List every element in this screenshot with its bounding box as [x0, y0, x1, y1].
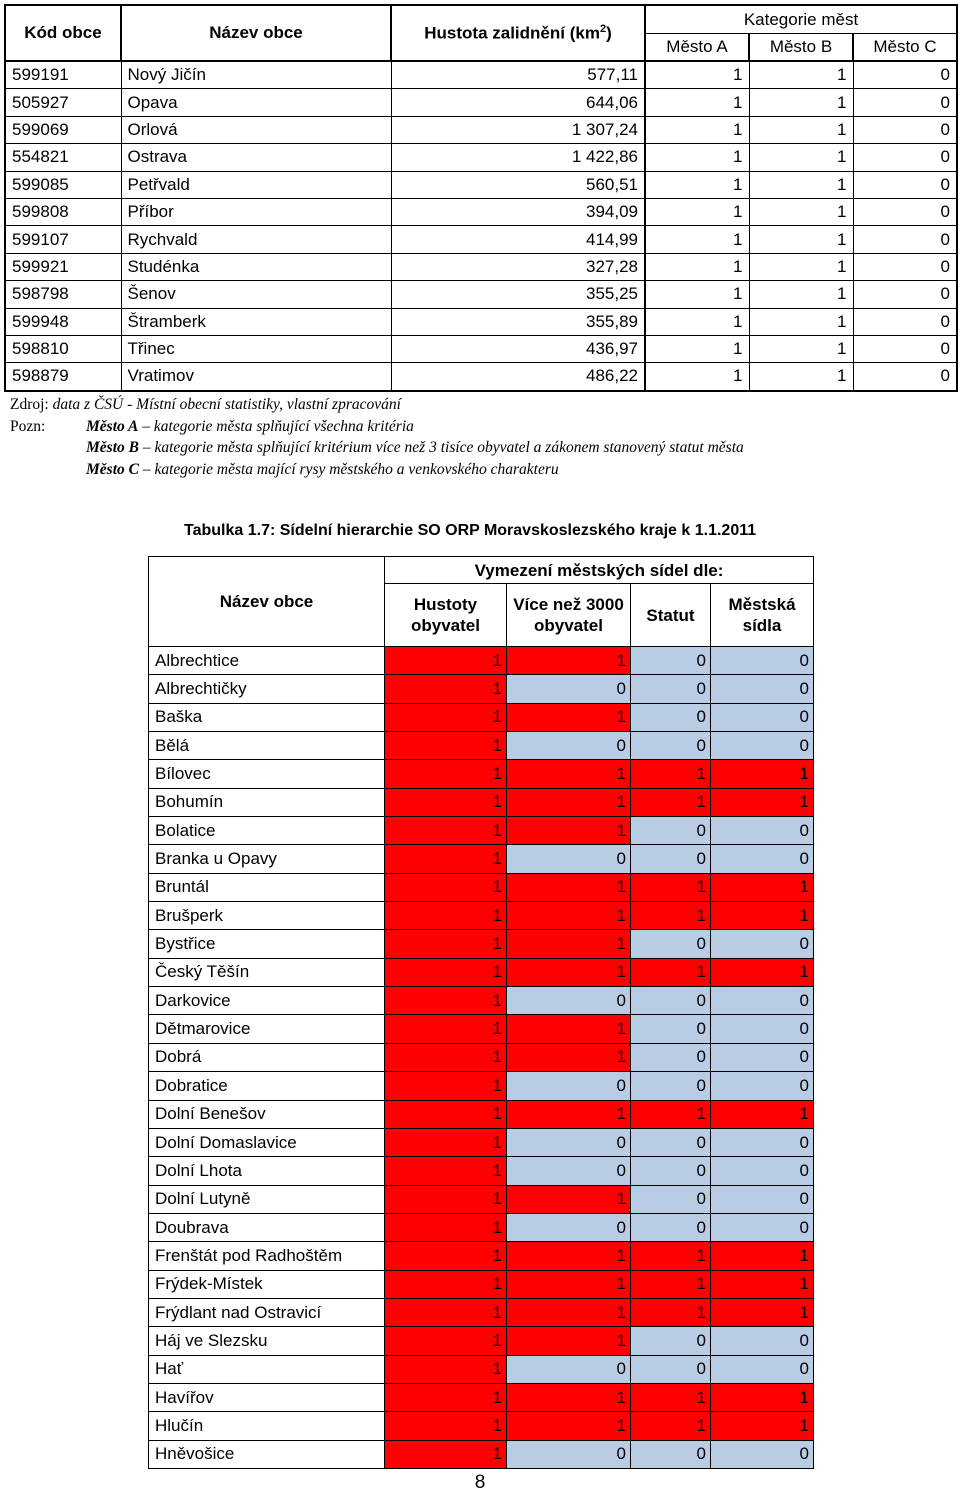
- table-row: [149, 1298, 814, 1326]
- table-row: [5, 144, 957, 171]
- cell-statut: 1: [631, 958, 711, 986]
- cell-mestska-sidla: 0: [711, 1355, 814, 1383]
- cell-hustoty: 1: [385, 845, 507, 873]
- cell-mestska-sidla: 0: [711, 817, 814, 845]
- cell-nazev: Štramberk: [121, 308, 391, 335]
- cell-statut: 0: [631, 987, 711, 1015]
- header-mestska-sidla: Městská sídla: [711, 584, 814, 647]
- cell-statut: 1: [631, 1242, 711, 1270]
- cell-statut: 0: [631, 817, 711, 845]
- cell-nazev: Rychvald: [121, 226, 391, 253]
- cell-statut: 0: [631, 1043, 711, 1071]
- cell-statut: 1: [631, 1412, 711, 1440]
- cell-mesto-b: 1: [749, 89, 853, 116]
- cell-nazev: Ostrava: [121, 144, 391, 171]
- cell-statut: 0: [631, 732, 711, 760]
- cell-obec: Český Těšín: [149, 958, 385, 986]
- header-mesto-a: Město A: [645, 34, 749, 62]
- cell-mestska-sidla: 1: [711, 760, 814, 788]
- cell-hustota: 414,99: [391, 226, 645, 253]
- cell-statut: 0: [631, 703, 711, 731]
- cell-mesto-c: 0: [853, 308, 957, 335]
- cell-obec: Dětmarovice: [149, 1015, 385, 1043]
- cell-vice-nez: 1: [507, 1270, 631, 1298]
- cell-mesto-a: 1: [645, 89, 749, 116]
- cell-mestska-sidla: 0: [711, 1440, 814, 1468]
- cell-vice-nez: 1: [507, 1242, 631, 1270]
- note-c-term: Město C: [86, 460, 139, 478]
- cell-obec: Havířov: [149, 1383, 385, 1411]
- cell-mesto-b: 1: [749, 335, 853, 362]
- header-hustota-text: Hustota zalidnění (km: [424, 23, 600, 43]
- cell-mesto-b: 1: [749, 363, 853, 391]
- table-row: [5, 171, 957, 198]
- cell-vice-nez: 0: [507, 1157, 631, 1185]
- cell-hustoty: 1: [385, 1440, 507, 1468]
- cell-obec: Bohumín: [149, 788, 385, 816]
- cell-kod: 598879: [5, 363, 121, 391]
- cell-mesto-a: 1: [645, 253, 749, 280]
- cell-hustoty: 1: [385, 930, 507, 958]
- cell-obec: Hněvošice: [149, 1440, 385, 1468]
- cell-statut: 0: [631, 1015, 711, 1043]
- cell-hustoty: 1: [385, 1072, 507, 1100]
- cell-hustota: 436,97: [391, 335, 645, 362]
- table-row: [149, 760, 814, 788]
- cell-mesto-b: 1: [749, 281, 853, 308]
- table-row: [149, 788, 814, 816]
- note-c-def: – kategorie města mající rysy městského a venkovského charakteru: [138, 460, 559, 478]
- cell-hustoty: 1: [385, 1185, 507, 1213]
- cell-hustoty: 1: [385, 1213, 507, 1241]
- cell-kod: 599069: [5, 116, 121, 143]
- cell-vice-nez: 1: [507, 902, 631, 930]
- cell-statut: 1: [631, 1383, 711, 1411]
- cell-hustoty: 1: [385, 675, 507, 703]
- cell-nazev: Nový Jičín: [121, 61, 391, 89]
- cell-mestska-sidla: 0: [711, 732, 814, 760]
- cell-vice-nez: 1: [507, 760, 631, 788]
- note-a-term: Město A: [86, 417, 139, 435]
- cell-mestska-sidla: 0: [711, 703, 814, 731]
- cell-hustoty: 1: [385, 1298, 507, 1326]
- header-kategorie: Kategorie měst: [645, 5, 957, 34]
- cell-vice-nez: 0: [507, 987, 631, 1015]
- cell-nazev: Opava: [121, 89, 391, 116]
- cell-obec: Bělá: [149, 732, 385, 760]
- cell-kod: 599085: [5, 171, 121, 198]
- cell-kod: 598810: [5, 335, 121, 362]
- header-hustoty: Hustoty obyvatel: [385, 584, 507, 647]
- cell-mestska-sidla: 1: [711, 902, 814, 930]
- table-row: [149, 1355, 814, 1383]
- cell-hustota: 644,06: [391, 89, 645, 116]
- cell-obec: Darkovice: [149, 987, 385, 1015]
- cell-statut: 0: [631, 1128, 711, 1156]
- cell-statut: 0: [631, 1072, 711, 1100]
- cell-mesto-b: 1: [749, 308, 853, 335]
- cell-vice-nez: 1: [507, 930, 631, 958]
- cell-kod: 505927: [5, 89, 121, 116]
- cell-mestska-sidla: 1: [711, 1412, 814, 1440]
- cell-statut: 1: [631, 902, 711, 930]
- note-c-line: [10, 459, 950, 481]
- header-nazev-obce: Název obce: [149, 557, 385, 647]
- cell-hustoty: 1: [385, 987, 507, 1015]
- cell-hustota: 394,09: [391, 198, 645, 225]
- cell-mestska-sidla: 0: [711, 1185, 814, 1213]
- cell-nazev: Vratimov: [121, 363, 391, 391]
- cell-hustoty: 1: [385, 1412, 507, 1440]
- cell-hustoty: 1: [385, 760, 507, 788]
- cell-hustoty: 1: [385, 902, 507, 930]
- cell-mesto-b: 1: [749, 171, 853, 198]
- cell-mestska-sidla: 0: [711, 1072, 814, 1100]
- cell-mestska-sidla: 0: [711, 1213, 814, 1241]
- cell-mestska-sidla: 0: [711, 1015, 814, 1043]
- source-line: [10, 394, 950, 416]
- cell-vice-nez: 1: [507, 958, 631, 986]
- cell-statut: 0: [631, 845, 711, 873]
- cell-nazev: Petřvald: [121, 171, 391, 198]
- cell-vice-nez: 1: [507, 873, 631, 901]
- cell-mesto-c: 0: [853, 253, 957, 280]
- cell-mestska-sidla: 0: [711, 987, 814, 1015]
- cell-statut: 1: [631, 1270, 711, 1298]
- cell-nazev: Šenov: [121, 281, 391, 308]
- cell-statut: 1: [631, 760, 711, 788]
- cell-obec: Dolní Domaslavice: [149, 1128, 385, 1156]
- table-row: [149, 1270, 814, 1298]
- cell-mesto-c: 0: [853, 281, 957, 308]
- cell-hustoty: 1: [385, 1015, 507, 1043]
- cell-nazev: Studénka: [121, 253, 391, 280]
- cell-statut: 1: [631, 1100, 711, 1128]
- cell-obec: Bruntál: [149, 873, 385, 901]
- table-row: [149, 987, 814, 1015]
- cell-vice-nez: 0: [507, 732, 631, 760]
- note-b-term: Město B: [86, 439, 139, 456]
- cell-mestska-sidla: 0: [711, 1157, 814, 1185]
- cell-statut: 0: [631, 647, 711, 675]
- table-row: [149, 930, 814, 958]
- table-row: [149, 902, 814, 930]
- header-mesto-b: Město B: [749, 34, 853, 62]
- cell-hustota: 486,22: [391, 363, 645, 391]
- notes: [10, 394, 950, 480]
- cell-statut: 1: [631, 1298, 711, 1326]
- cell-hustoty: 1: [385, 1242, 507, 1270]
- table-row: [149, 1100, 814, 1128]
- cell-mesto-a: 1: [645, 116, 749, 143]
- cell-obec: Brušperk: [149, 902, 385, 930]
- cell-statut: 1: [631, 873, 711, 901]
- cell-vice-nez: 0: [507, 845, 631, 873]
- cell-mestska-sidla: 0: [711, 647, 814, 675]
- table-row: [149, 1412, 814, 1440]
- cell-mesto-a: 1: [645, 198, 749, 225]
- cell-mestska-sidla: 1: [711, 1242, 814, 1270]
- cell-vice-nez: 1: [507, 647, 631, 675]
- cell-obec: Branka u Opavy: [149, 845, 385, 873]
- table-caption: Tabulka 1.7: Sídelní hierarchie SO ORP Moravskoslezského kraje k 1.1.2011: [184, 522, 757, 539]
- cell-obec: Bolatice: [149, 817, 385, 845]
- table-row: [149, 732, 814, 760]
- table-row: [149, 1327, 814, 1355]
- cell-mestska-sidla: 0: [711, 845, 814, 873]
- cell-statut: 0: [631, 1327, 711, 1355]
- cell-mesto-c: 0: [853, 61, 957, 89]
- cell-obec: Albrechtice: [149, 647, 385, 675]
- cell-statut: 0: [631, 1355, 711, 1383]
- header-hustota-close: ): [606, 23, 612, 43]
- cell-hustoty: 1: [385, 1355, 507, 1383]
- table-row: [5, 363, 957, 391]
- cell-statut: 0: [631, 675, 711, 703]
- cell-hustoty: 1: [385, 1383, 507, 1411]
- cell-kod: 599808: [5, 198, 121, 225]
- cell-mestska-sidla: 1: [711, 788, 814, 816]
- cell-hustoty: 1: [385, 1327, 507, 1355]
- source-text: data z ČSÚ - Místní obecní statistiky, vlastní zpracování: [52, 396, 401, 413]
- cell-statut: 0: [631, 930, 711, 958]
- table-row: [149, 1015, 814, 1043]
- cell-obec: Dobrá: [149, 1043, 385, 1071]
- cell-mesto-a: 1: [645, 308, 749, 335]
- cell-mestska-sidla: 1: [711, 958, 814, 986]
- cell-obec: Frýdlant nad Ostravicí: [149, 1298, 385, 1326]
- cell-obec: Baška: [149, 703, 385, 731]
- table-row: [149, 1440, 814, 1468]
- table-row: [149, 647, 814, 675]
- cell-kod: 599948: [5, 308, 121, 335]
- cell-mestska-sidla: 0: [711, 1128, 814, 1156]
- cell-kod: 599191: [5, 61, 121, 89]
- pozn-label: Pozn:: [10, 417, 46, 435]
- cell-obec: Dobratice: [149, 1072, 385, 1100]
- cell-hustoty: 1: [385, 788, 507, 816]
- cell-obec: Bílovec: [149, 760, 385, 788]
- cell-mestska-sidla: 0: [711, 1043, 814, 1071]
- cell-mestska-sidla: 1: [711, 1100, 814, 1128]
- table-row: [5, 335, 957, 362]
- cell-mesto-a: 1: [645, 144, 749, 171]
- cell-nazev: Orlová: [121, 116, 391, 143]
- cell-statut: 0: [631, 1440, 711, 1468]
- cell-mesto-b: 1: [749, 226, 853, 253]
- cell-mesto-c: 0: [853, 226, 957, 253]
- header-mesto-c: Město C: [853, 34, 957, 62]
- cell-obec: Dolní Benešov: [149, 1100, 385, 1128]
- cell-mestska-sidla: 1: [711, 1383, 814, 1411]
- table-row: [149, 1213, 814, 1241]
- header-vice-nez: Více než 3000 obyvatel: [507, 584, 631, 647]
- cell-kod: 599107: [5, 226, 121, 253]
- cell-obec: Bystřice: [149, 930, 385, 958]
- cell-mestska-sidla: 1: [711, 873, 814, 901]
- cell-hustota: 560,51: [391, 171, 645, 198]
- table-row: [149, 1242, 814, 1270]
- cell-mesto-a: 1: [645, 363, 749, 391]
- cell-mesto-b: 1: [749, 144, 853, 171]
- cell-mesto-c: 0: [853, 116, 957, 143]
- cell-obec: Dolní Lutyně: [149, 1185, 385, 1213]
- cell-obec: Háj ve Slezsku: [149, 1327, 385, 1355]
- cell-mestska-sidla: 0: [711, 675, 814, 703]
- table-row: [5, 226, 957, 253]
- cell-obec: Hlučín: [149, 1412, 385, 1440]
- cell-hustoty: 1: [385, 1157, 507, 1185]
- cell-hustoty: 1: [385, 1100, 507, 1128]
- table-row: [5, 61, 957, 89]
- cell-vice-nez: 1: [507, 1298, 631, 1326]
- cell-vice-nez: 1: [507, 1327, 631, 1355]
- cell-mestska-sidla: 1: [711, 1270, 814, 1298]
- note-a-def: – kategorie města splňující všechna kritéria: [138, 417, 414, 435]
- table-row: [5, 253, 957, 280]
- cell-kod: 554821: [5, 144, 121, 171]
- table-row: [149, 1043, 814, 1071]
- cell-mesto-c: 0: [853, 144, 957, 171]
- cell-hustota: 1 422,86: [391, 144, 645, 171]
- table-row: [149, 873, 814, 901]
- cell-obec: Frenštát pod Radhoštěm: [149, 1242, 385, 1270]
- cell-mesto-c: 0: [853, 89, 957, 116]
- cell-vice-nez: 1: [507, 1100, 631, 1128]
- cell-obec: Dolní Lhota: [149, 1157, 385, 1185]
- cell-mesto-a: 1: [645, 281, 749, 308]
- cell-hustoty: 1: [385, 817, 507, 845]
- cell-vice-nez: 1: [507, 1412, 631, 1440]
- cell-statut: 0: [631, 1213, 711, 1241]
- cell-vice-nez: 1: [507, 1043, 631, 1071]
- cell-hustoty: 1: [385, 1043, 507, 1071]
- header-hustota: [391, 5, 645, 61]
- note-a-line: [10, 416, 950, 438]
- cell-hustota: 1 307,24: [391, 116, 645, 143]
- cell-vice-nez: 0: [507, 1128, 631, 1156]
- density-table-body: [5, 61, 957, 391]
- cell-hustoty: 1: [385, 873, 507, 901]
- cell-mesto-b: 1: [749, 253, 853, 280]
- cell-hustoty: 1: [385, 647, 507, 675]
- cell-vice-nez: 1: [507, 1383, 631, 1411]
- cell-hustota: 577,11: [391, 61, 645, 89]
- cell-mesto-a: 1: [645, 171, 749, 198]
- table-row: [149, 845, 814, 873]
- table-row: [149, 1072, 814, 1100]
- table-row: [5, 89, 957, 116]
- header-vymezeni: Vymezení městských sídel dle:: [385, 557, 814, 584]
- cell-vice-nez: 1: [507, 1185, 631, 1213]
- cell-statut: 0: [631, 1157, 711, 1185]
- note-b-def: – kategorie města splňující kritérium více než 3 tisíce obyvatel a zákonem stanovený statut města: [138, 439, 744, 456]
- note-b-line: [10, 437, 950, 459]
- cell-mestska-sidla: 1: [711, 1298, 814, 1326]
- cell-kod: 598798: [5, 281, 121, 308]
- hierarchy-table-body: [149, 647, 814, 1469]
- header-nazev: Název obce: [121, 5, 391, 61]
- cell-mesto-c: 0: [853, 171, 957, 198]
- density-table: [4, 4, 958, 392]
- cell-nazev: Třinec: [121, 335, 391, 362]
- cell-hustoty: 1: [385, 732, 507, 760]
- cell-mesto-b: 1: [749, 61, 853, 89]
- table-row: [5, 116, 957, 143]
- table-row: [149, 1383, 814, 1411]
- cell-mestska-sidla: 0: [711, 930, 814, 958]
- cell-obec: Doubrava: [149, 1213, 385, 1241]
- table-row: [149, 1185, 814, 1213]
- table-row: [149, 1157, 814, 1185]
- table-row: [149, 1128, 814, 1156]
- table-row: [149, 817, 814, 845]
- header-kod: Kód obce: [5, 5, 121, 61]
- cell-mesto-a: 1: [645, 226, 749, 253]
- cell-statut: 0: [631, 1185, 711, 1213]
- table-row: [5, 198, 957, 225]
- table-row: [5, 308, 957, 335]
- cell-vice-nez: 1: [507, 788, 631, 816]
- table-row: [149, 958, 814, 986]
- header-hustota-sup: 2: [599, 22, 607, 35]
- cell-mesto-c: 0: [853, 335, 957, 362]
- cell-mesto-b: 1: [749, 198, 853, 225]
- hierarchy-table: [148, 556, 814, 1469]
- cell-kod: 599921: [5, 253, 121, 280]
- cell-vice-nez: 1: [507, 817, 631, 845]
- cell-obec: Hať: [149, 1355, 385, 1383]
- cell-mesto-c: 0: [853, 198, 957, 225]
- cell-obec: Frýdek-Místek: [149, 1270, 385, 1298]
- cell-vice-nez: 0: [507, 1440, 631, 1468]
- cell-mesto-a: 1: [645, 61, 749, 89]
- cell-hustota: 355,89: [391, 308, 645, 335]
- page-number: 8: [474, 1472, 486, 1493]
- cell-mestska-sidla: 0: [711, 1327, 814, 1355]
- cell-statut: 1: [631, 788, 711, 816]
- cell-hustoty: 1: [385, 1128, 507, 1156]
- cell-hustoty: 1: [385, 958, 507, 986]
- table-row: [5, 281, 957, 308]
- cell-hustoty: 1: [385, 703, 507, 731]
- cell-hustoty: 1: [385, 1270, 507, 1298]
- cell-vice-nez: 0: [507, 1213, 631, 1241]
- cell-mesto-c: 0: [853, 363, 957, 391]
- cell-vice-nez: 1: [507, 1015, 631, 1043]
- cell-mesto-a: 1: [645, 335, 749, 362]
- source-label: Zdroj:: [10, 396, 49, 413]
- header-statut: Statut: [631, 584, 711, 647]
- cell-vice-nez: 0: [507, 1072, 631, 1100]
- cell-hustota: 327,28: [391, 253, 645, 280]
- cell-vice-nez: 0: [507, 675, 631, 703]
- cell-vice-nez: 0: [507, 1355, 631, 1383]
- cell-obec: Albrechtičky: [149, 675, 385, 703]
- cell-vice-nez: 1: [507, 703, 631, 731]
- cell-nazev: Příbor: [121, 198, 391, 225]
- table-row: [149, 675, 814, 703]
- cell-hustota: 355,25: [391, 281, 645, 308]
- table-row: [149, 703, 814, 731]
- cell-mesto-b: 1: [749, 116, 853, 143]
